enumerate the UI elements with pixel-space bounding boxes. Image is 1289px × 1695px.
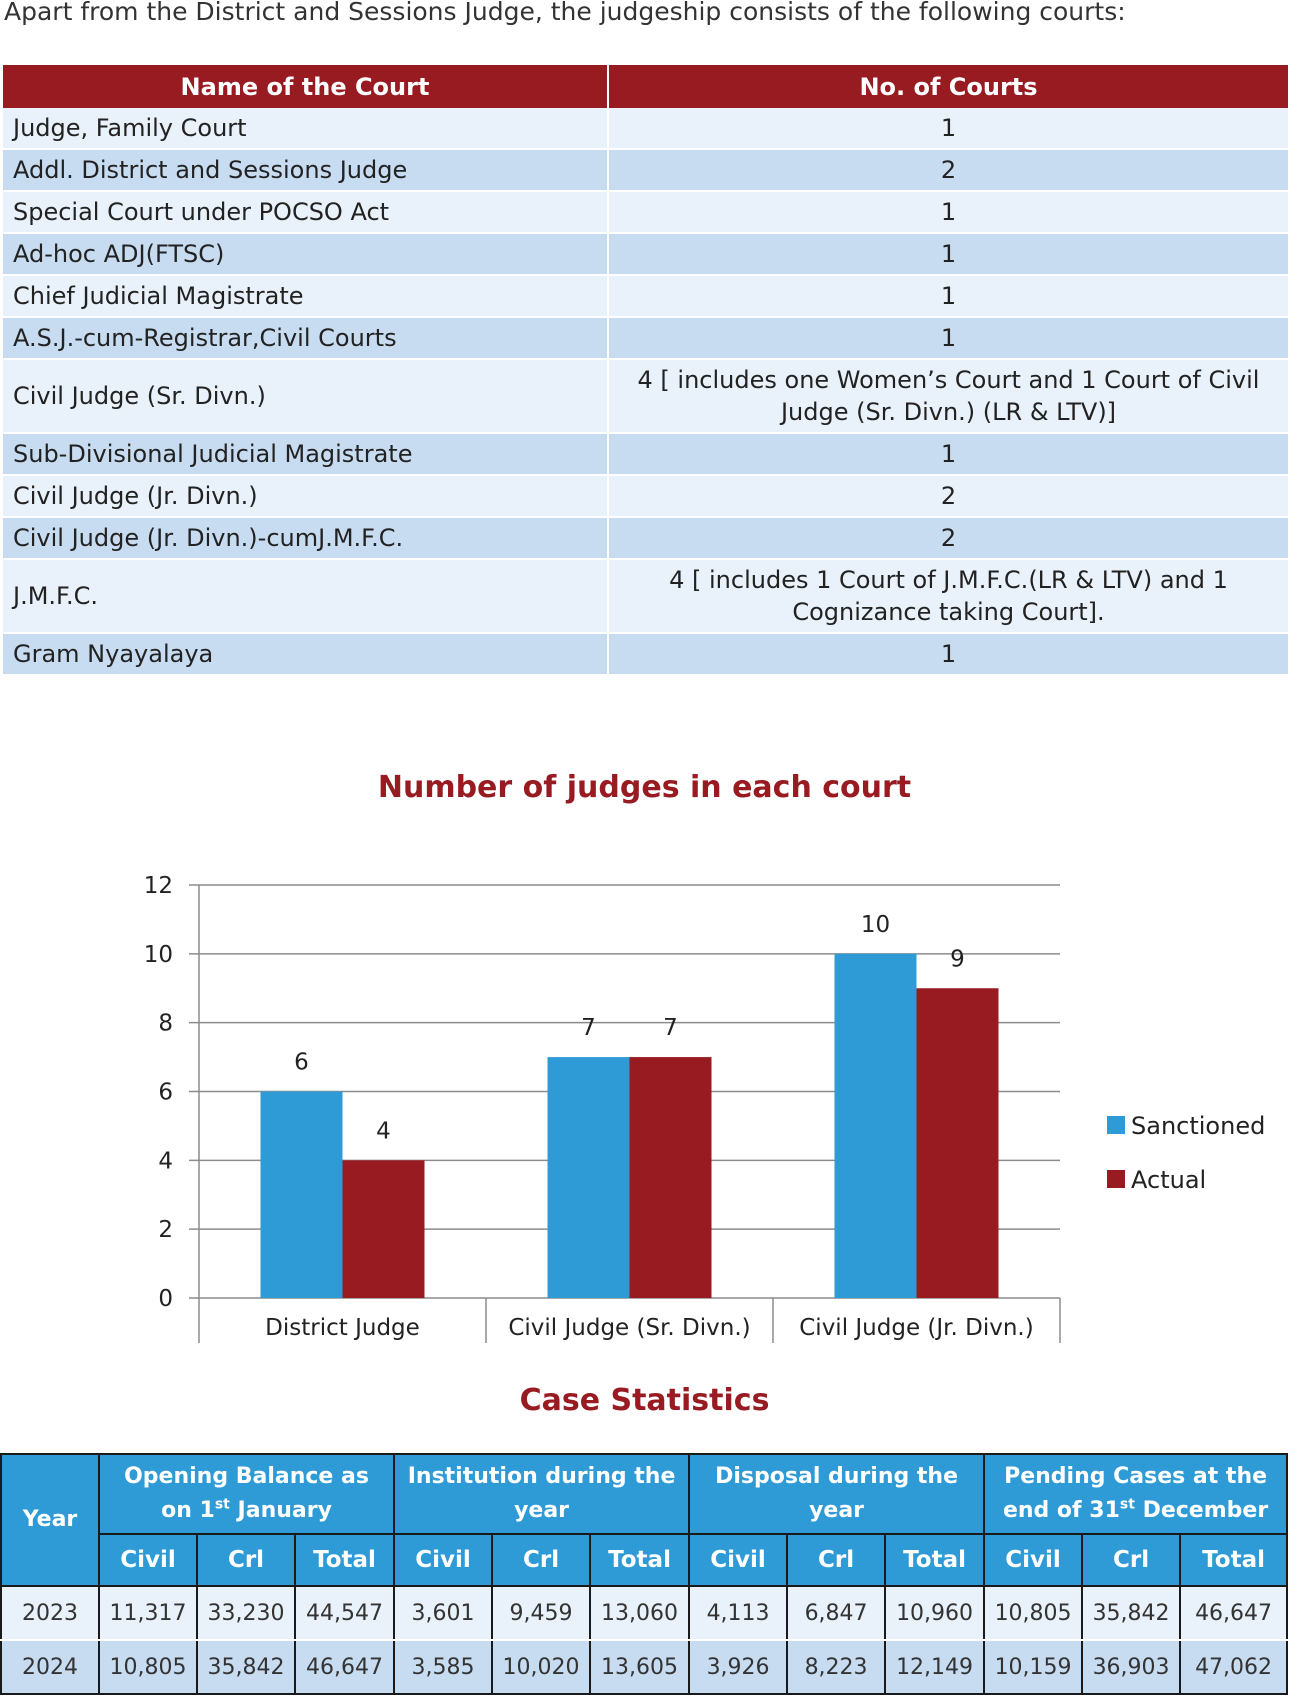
table-row xyxy=(3,475,1289,517)
pending-cases-header: Pending Cases at the end of 31st December xyxy=(984,1454,1287,1534)
table-row xyxy=(3,433,1289,475)
stat-cell: 6,847 xyxy=(787,1586,885,1640)
stat-cell: 10,020 xyxy=(492,1640,590,1694)
court-count: 1 xyxy=(608,191,1289,233)
y-tick-label: 2 xyxy=(158,1217,173,1244)
stat-cell: 11,317 xyxy=(99,1586,197,1640)
civil-header: Civil xyxy=(689,1534,787,1586)
y-tick-label: 8 xyxy=(158,1010,173,1037)
court-name: Sub-Divisional Judicial Magistrate xyxy=(3,433,608,475)
courts-table xyxy=(3,65,1289,676)
total-header: Total xyxy=(1180,1534,1287,1586)
crl-header: Crl xyxy=(197,1534,295,1586)
stats-group-header-row xyxy=(1,1454,1287,1534)
stat-cell: 47,062 xyxy=(1180,1640,1287,1694)
stat-cell: 3,601 xyxy=(394,1586,492,1640)
opening-balance-header: Opening Balance as on 1st January xyxy=(99,1454,394,1534)
table-row xyxy=(1,1586,1287,1640)
data-label: 10 xyxy=(860,911,891,938)
stat-cell: 46,647 xyxy=(1180,1586,1287,1640)
court-name: Civil Judge (Sr. Divn.) xyxy=(3,359,608,433)
court-name: Ad-hoc ADJ(FTSC) xyxy=(3,233,608,275)
data-label: 6 xyxy=(294,1049,309,1076)
stat-cell: 9,459 xyxy=(492,1586,590,1640)
court-count: 4 [ includes 1 Court of J.M.F.C.(LR & LTV) and 1 Cognizance taking Court]. xyxy=(608,559,1289,633)
court-name: Special Court under POCSO Act xyxy=(3,191,608,233)
table-row xyxy=(3,275,1289,317)
court-count: 2 xyxy=(608,149,1289,191)
stat-cell: 10,805 xyxy=(984,1586,1082,1640)
court-count: 1 xyxy=(608,433,1289,475)
legend-label-sanctioned: Sanctioned xyxy=(1131,1112,1266,1140)
court-name: Gram Nyayalaya xyxy=(3,633,608,675)
table-row xyxy=(3,233,1289,275)
bar-actual xyxy=(630,1057,712,1298)
table-row xyxy=(3,559,1289,633)
courts-header-row xyxy=(3,65,1289,108)
year-cell: 2024 xyxy=(1,1640,99,1694)
civil-header: Civil xyxy=(984,1534,1082,1586)
court-count: 1 xyxy=(608,108,1289,149)
stat-cell: 12,149 xyxy=(885,1640,984,1694)
bar-sanctioned xyxy=(261,1092,343,1299)
court-count: 2 xyxy=(608,475,1289,517)
table-row xyxy=(3,108,1289,149)
x-tick-label: Civil Judge (Sr. Divn.) xyxy=(508,1315,751,1341)
court-name: J.M.F.C. xyxy=(3,559,608,633)
stat-cell: 33,230 xyxy=(197,1586,295,1640)
disposal-header: Disposal during the year xyxy=(689,1454,984,1534)
court-count-header: No. of Courts xyxy=(608,65,1289,108)
case-statistics-title: Case Statistics xyxy=(519,1383,770,1418)
stat-cell: 35,842 xyxy=(197,1640,295,1694)
stat-cell: 36,903 xyxy=(1082,1640,1180,1694)
stat-cell: 13,605 xyxy=(590,1640,689,1694)
table-row xyxy=(3,359,1289,433)
table-row xyxy=(3,191,1289,233)
y-tick-label: 4 xyxy=(158,1148,173,1175)
court-name: Chief Judicial Magistrate xyxy=(3,275,608,317)
table-row xyxy=(3,517,1289,559)
court-name: Judge, Family Court xyxy=(3,108,608,149)
court-count: 1 xyxy=(608,317,1289,359)
stat-cell: 3,926 xyxy=(689,1640,787,1694)
judges-bar-chart xyxy=(0,860,1289,1350)
court-count: 2 xyxy=(608,517,1289,559)
court-name: A.S.J.-cum-Registrar,Civil Courts xyxy=(3,317,608,359)
year-cell: 2023 xyxy=(1,1586,99,1640)
crl-header: Crl xyxy=(1082,1534,1180,1586)
x-tick-label: Civil Judge (Jr. Divn.) xyxy=(799,1315,1034,1341)
data-label: 7 xyxy=(581,1015,596,1042)
data-label: 9 xyxy=(950,946,965,973)
stat-cell: 8,223 xyxy=(787,1640,885,1694)
legend-swatch-sanctioned xyxy=(1107,1116,1125,1134)
stats-sub-header-row xyxy=(1,1534,1287,1586)
y-tick-label: 0 xyxy=(158,1286,173,1312)
total-header: Total xyxy=(590,1534,689,1586)
court-count: 4 [ includes one Women’s Court and 1 Court of Civil Judge (Sr. Divn.) (LR & LTV)] xyxy=(608,359,1289,433)
stat-cell: 46,647 xyxy=(295,1640,394,1694)
data-label: 7 xyxy=(663,1015,678,1042)
bar-actual xyxy=(917,988,999,1298)
stat-cell: 10,159 xyxy=(984,1640,1082,1694)
crl-header: Crl xyxy=(492,1534,590,1586)
stat-cell: 35,842 xyxy=(1082,1586,1180,1640)
civil-header: Civil xyxy=(99,1534,197,1586)
year-header: Year xyxy=(1,1454,99,1586)
table-row xyxy=(1,1640,1287,1694)
intro-text: Apart from the District and Sessions Judge, the judgeship consists of the following courts: xyxy=(4,0,1126,26)
court-count: 1 xyxy=(608,633,1289,675)
total-header: Total xyxy=(885,1534,984,1586)
crl-header: Crl xyxy=(787,1534,885,1586)
legend-label-actual: Actual xyxy=(1131,1166,1207,1194)
court-name: Civil Judge (Jr. Divn.)-cumJ.M.F.C. xyxy=(3,517,608,559)
table-row xyxy=(3,633,1289,675)
court-name-header: Name of the Court xyxy=(3,65,608,108)
stat-cell: 44,547 xyxy=(295,1586,394,1640)
court-name: Civil Judge (Jr. Divn.) xyxy=(3,475,608,517)
civil-header: Civil xyxy=(394,1534,492,1586)
total-header: Total xyxy=(295,1534,394,1586)
chart-title: Number of judges in each court xyxy=(377,770,912,805)
table-row xyxy=(3,317,1289,359)
stat-cell: 10,805 xyxy=(99,1640,197,1694)
legend-swatch-actual xyxy=(1107,1170,1125,1188)
data-label: 4 xyxy=(376,1118,391,1145)
table-row xyxy=(3,149,1289,191)
court-count: 1 xyxy=(608,275,1289,317)
stat-cell: 4,113 xyxy=(689,1586,787,1640)
case-statistics-table xyxy=(0,1453,1288,1695)
stat-cell: 13,060 xyxy=(590,1586,689,1640)
court-count: 1 xyxy=(608,233,1289,275)
y-tick-label: 10 xyxy=(143,941,173,968)
bar-sanctioned xyxy=(548,1057,630,1298)
y-tick-label: 12 xyxy=(143,873,173,899)
institution-header: Institution during the year xyxy=(394,1454,689,1534)
stat-cell: 10,960 xyxy=(885,1586,984,1640)
x-tick-label: District Judge xyxy=(265,1315,420,1341)
y-tick-label: 6 xyxy=(158,1079,173,1106)
bar-actual xyxy=(343,1160,425,1298)
court-name: Addl. District and Sessions Judge xyxy=(3,149,608,191)
stat-cell: 3,585 xyxy=(394,1640,492,1694)
bar-sanctioned xyxy=(835,954,917,1298)
